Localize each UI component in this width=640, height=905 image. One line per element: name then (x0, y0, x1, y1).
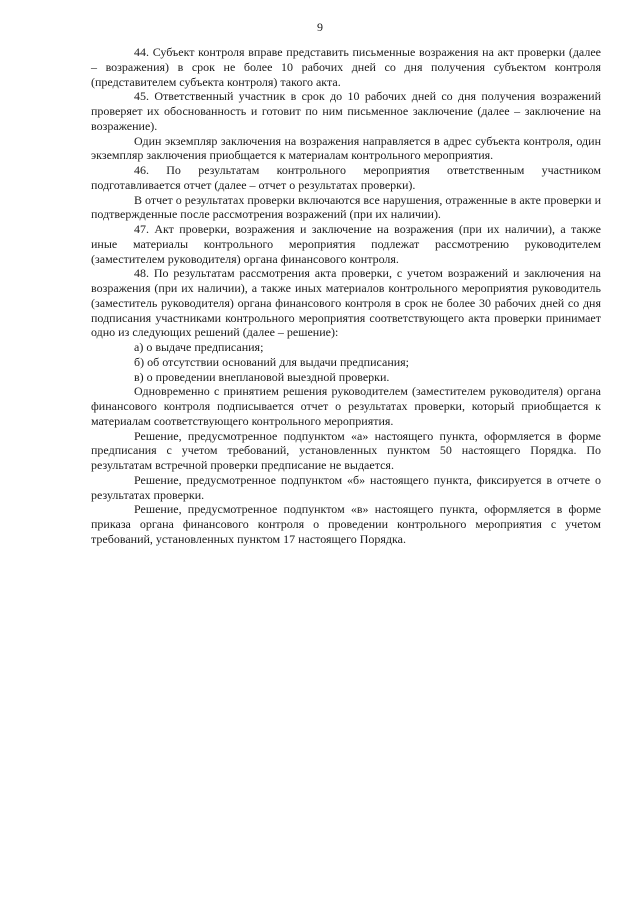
paragraph-46-violations: В отчет о результатах проверки включаются все нарушения, отраженные в акте проверки и подтвержденные после рассмотрения возражений (при их наличии). (91, 192, 601, 222)
decision-option-a: а) о выдаче предписания; (134, 340, 264, 354)
document-body (91, 45, 601, 547)
paragraph-48-decision-b: Решение, предусмотренное подпунктом «б» настоящего пункта, фиксируется в отчете о результатах проверки. (91, 472, 601, 502)
paragraph-48-decision-c: Решение, предусмотренное подпунктом «в» настоящего пункта, оформляется в форме приказа органа финансового контроля о проведении контрольного мероприятия с учетом требований, установленных пунктом 17 настоящего Порядка. (91, 502, 601, 546)
paragraph-44: 44. Субъект контроля вправе представить письменные возражения на акт проверки (далее – возражения) в срок не более 10 рабочих дней со дня получения субъектом контроля (представителем субъекта контроля) такого акта. (91, 45, 601, 89)
paragraph-48: 48. По результатам рассмотрения акта проверки, с учетом возражений и заключения на возражения (при их наличии), а также иных материалов контрольного мероприятия руководитель (заместитель руководителя) органа финансового контроля в срок не более 30 рабочих дней со дня подписания участниками контрольного мероприятия соответствующего акта проверки принимает одно из следующих решений (далее – решение): (91, 266, 601, 340)
decision-option-b: б) об отсутствии оснований для выдачи предписания; (134, 354, 410, 369)
paragraph-46: 46. По результатам контрольного мероприятия ответственным участником подготавливается отчет (далее – отчет о результатах проверки). (91, 163, 601, 192)
paragraph-48-decision-a: Решение, предусмотренное подпунктом «а» настоящего пункта, оформляется в форме предписания с учетом требований, установленных пунктом 50 настоящего Порядка. По результатам встречной проверки предписание не выдается. (91, 428, 601, 472)
page-number: 9 (317, 20, 323, 34)
paragraph-45: 45. Ответственный участник в срок до 10 рабочих дней со дня получения возражений проверяет их обоснованность и готовит по ним письменное заключение (далее – заключение на возражение). (91, 89, 601, 133)
decision-option-c: в) о проведении внеплановой выездной проверки. (134, 369, 390, 384)
paragraph-45-copy: Один экземпляр заключения на возражения направляется в адрес субъекта контроля, один экземпляр заключения приобщается к материалам контрольного мероприятия. (91, 133, 601, 163)
paragraph-48-report: Одновременно с принятием решения руководителем (заместителем руководителя) органа финансового контроля подписывается отчет о результатах проверки, который приобщается к материалам соответствующего контрольного мероприятия. (91, 384, 601, 428)
paragraph-47: 47. Акт проверки, возражения и заключение на возражения (при их наличии), а также иные материалы контрольного мероприятия подлежат рассмотрению руководителем (заместителем руководителя) органа финансового контроля. (91, 222, 601, 266)
